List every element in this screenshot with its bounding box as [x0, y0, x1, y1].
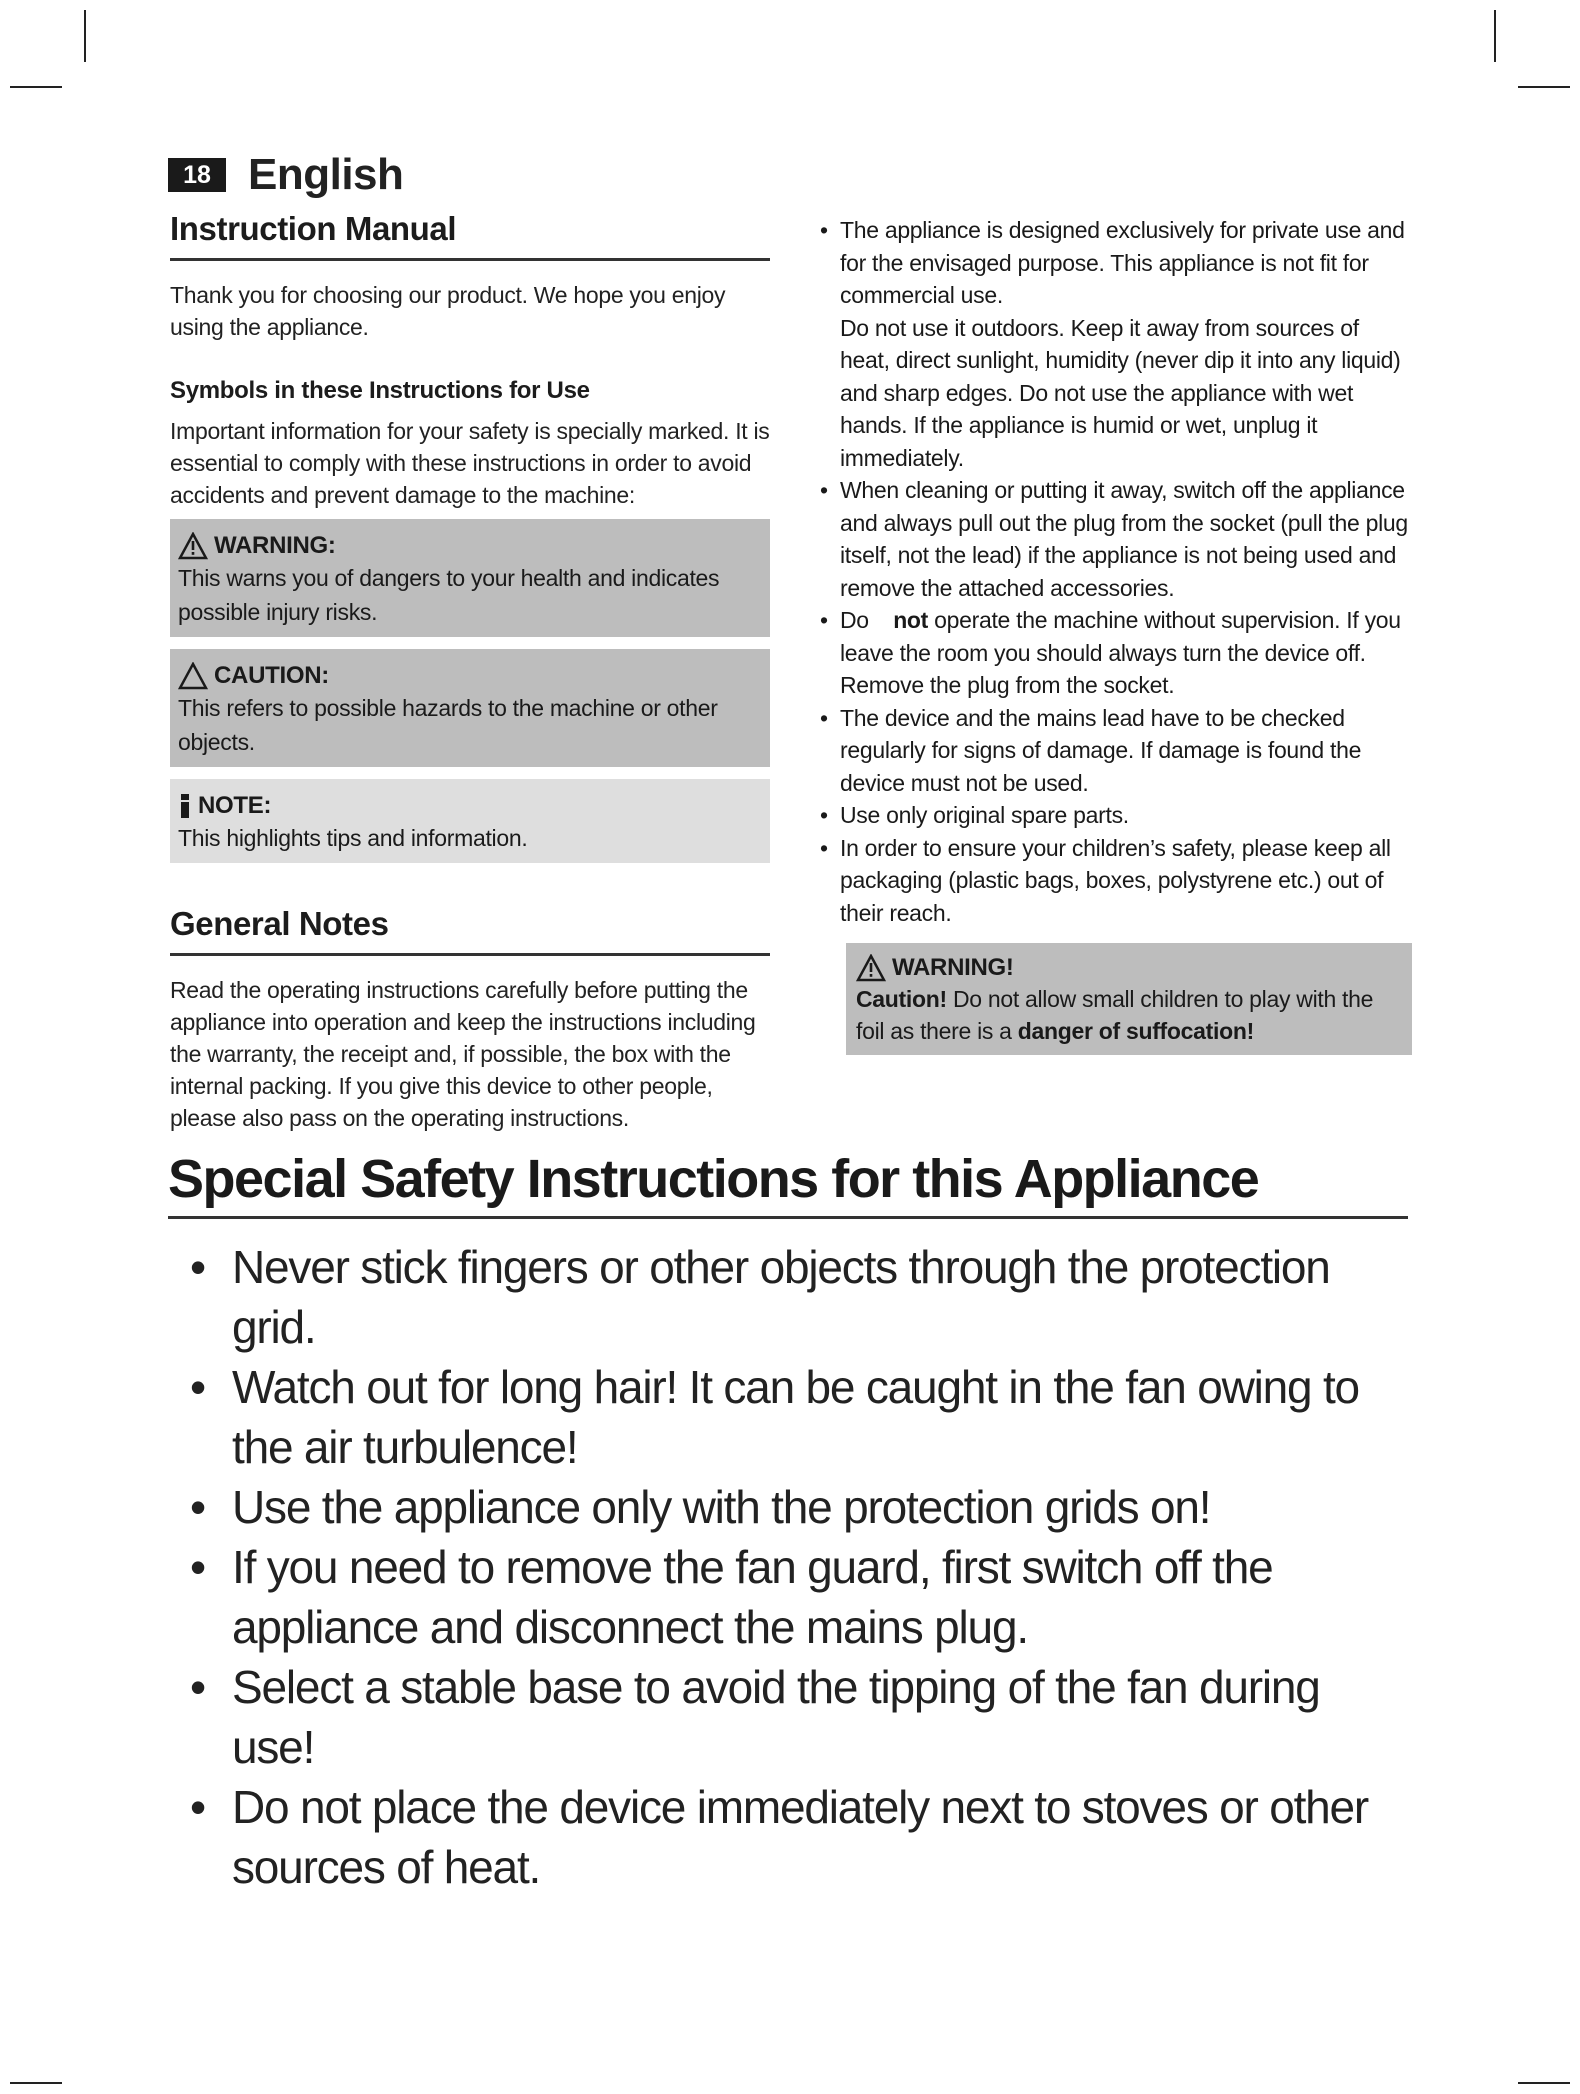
special-safety-title: Special Safety Instructions for this Appliance [168, 1148, 1408, 1219]
general-notes-title: General Notes [170, 905, 770, 956]
list-item: • When cleaning or putting it away, switch off the appliance and always pull out the plug from the socket (pull the plug itself, not the lead) if the appliance is not being used and remove the attached accessories. [820, 477, 1408, 601]
list-item: • The device and the mains lead have to be checked regularly for signs of damage. If damage is found the device must not be used. [820, 704, 1362, 796]
list-item: • If you need to remove the fan guard, first switch off the appliance and disconnect the mains plug. [190, 1541, 1273, 1653]
warning-text: Caution! Do not allow small children to play with the foil as there is a danger of suffocation! [856, 986, 1374, 1044]
note-text: This highlights tips and information. [178, 825, 528, 851]
caution-label: CAUTION: [214, 662, 329, 689]
list-item: • Do not operate the machine without supervision. If you leave the room you should always turn the device off. Remove the plug from the socket. [820, 607, 1401, 698]
caution-triangle-icon [178, 662, 208, 690]
list-item: • Watch out for long hair! It can be caught in the fan owing to the air turbulence! [190, 1361, 1359, 1473]
safety-notes-list [806, 214, 1412, 312]
list-item: • Use only original spare parts. [820, 802, 1129, 828]
caution-box [170, 649, 770, 767]
page-header [168, 150, 403, 200]
right-column [806, 214, 1412, 1055]
note-box [170, 779, 770, 863]
warning-triangle-icon [856, 954, 886, 982]
crop-mark [84, 10, 86, 62]
info-icon [178, 792, 192, 820]
note-label: NOTE: [198, 792, 272, 819]
symbols-text: Important information for your safety is specially marked. It is essential to comply with these instructions in order to avoid accidents and prevent damage to the machine: [170, 418, 770, 508]
crop-mark [10, 86, 62, 88]
language-heading: English [248, 150, 404, 199]
special-safety-list [168, 1237, 1408, 1897]
left-column [170, 210, 770, 1152]
intro-text: Thank you for choosing our product. We hope you enjoy using the appliance. [170, 282, 726, 340]
caution-text: This refers to possible hazards to the machine or other objects. [178, 695, 718, 755]
warning-label: WARNING! [892, 954, 1014, 981]
general-notes-text: Read the operating instructions carefully before putting the appliance into operation and keep the instructions including the warranty, the receipt and, if possible, the box with the internal packing. If you give this device to other people, please also pass on the operating instructions. [170, 977, 756, 1131]
list-item: • Select a stable base to avoid the tipping of the fan during use! [190, 1661, 1320, 1773]
list-item: • The appliance is designed exclusively for private use and for the envisaged purpose. This appliance is not fit for commercial use. [820, 217, 1405, 308]
warning-label: WARNING: [214, 532, 336, 559]
instruction-manual-title: Instruction Manual [170, 210, 770, 261]
list-item: • In order to ensure your children’s safety, please keep all packaging (plastic bags, boxes, polystyrene etc.) out of their reach. [820, 834, 1391, 926]
page-number: 18 [168, 158, 226, 192]
special-safety-section [168, 1148, 1408, 1897]
symbols-title: Symbols in these Instructions for Use [170, 377, 590, 404]
warning-box [170, 519, 770, 637]
warning-triangle-icon [178, 532, 208, 560]
list-item: • Do not place the device immediately next to stoves or other sources of heat. [190, 1781, 1369, 1893]
warning-text: This warns you of dangers to your health and indicates possible injury risks. [178, 565, 720, 625]
list-item: • Use the appliance only with the protection grids on! [190, 1481, 1211, 1533]
list-item: Do not use it outdoors. Keep it away from sources of heat, direct sunlight, humidity (never dip it into any liquid) and sharp edges. Do not use the appliance with wet hands. If the appliance is humid or wet, unplug it immediately. [840, 314, 1401, 471]
crop-mark [1518, 86, 1570, 88]
crop-mark [1494, 10, 1496, 62]
crop-mark [10, 2082, 62, 2084]
crop-mark [1518, 2082, 1570, 2084]
suffocation-warning-box [846, 943, 1412, 1055]
list-item: • Never stick fingers or other objects through the protection grid. [190, 1241, 1330, 1353]
